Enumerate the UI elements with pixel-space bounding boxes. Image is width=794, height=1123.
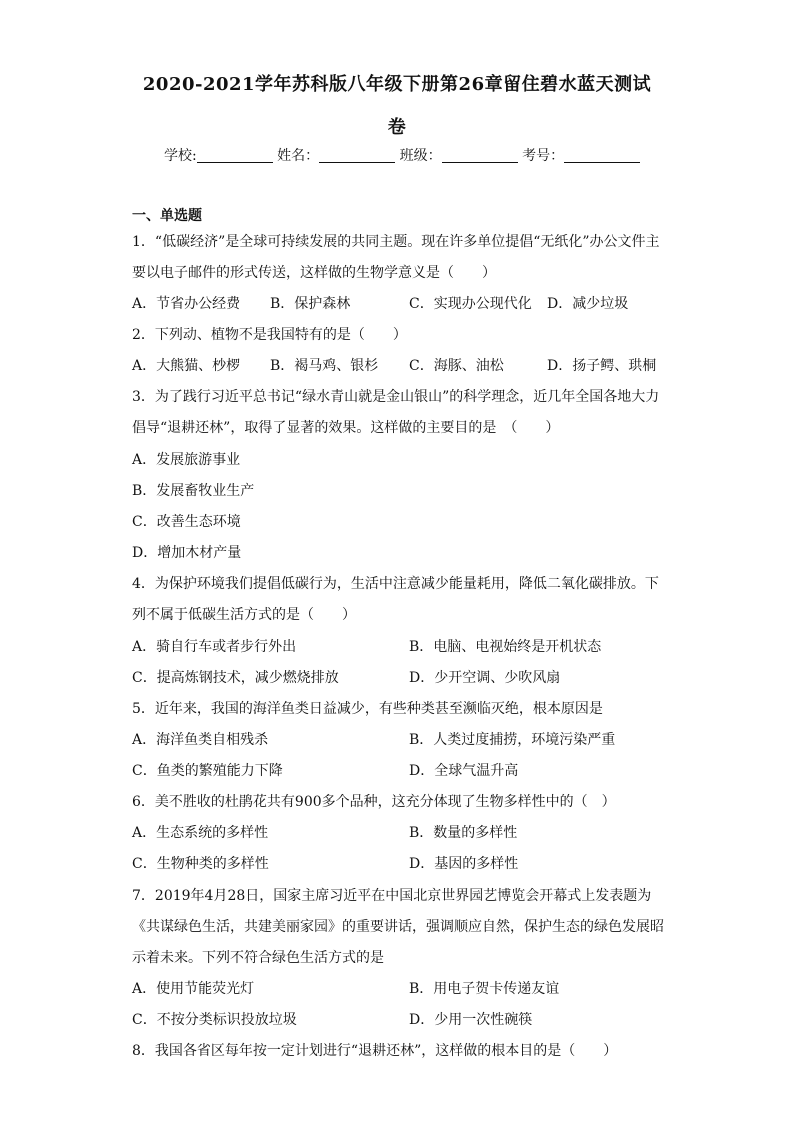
name-blank[interactable] (319, 148, 395, 163)
question-2-option-b[interactable]: B．褐马鸡、银杉 (270, 358, 379, 374)
question-3-option-b[interactable]: B．发展畜牧业生产 (132, 483, 255, 499)
question-4-option-c[interactable]: C．提高炼钢技术，减少燃烧排放 (132, 670, 339, 686)
question-4-option-b[interactable]: B．电脑、电视始终是开机状态 (409, 639, 602, 655)
question-7-option-c[interactable]: C．不按分类标识投放垃圾 (132, 1012, 297, 1028)
section-heading: 一、单选题 (132, 208, 202, 224)
question-1-line-2: 要以电子邮件的形式传送，这样做的生物学意义是（ ） (132, 265, 496, 281)
question-6-option-d[interactable]: D．基因的多样性 (409, 856, 519, 872)
question-7-option-a[interactable]: A．使用节能荧光灯 (132, 981, 255, 997)
page-title-continued: 卷 (387, 117, 407, 138)
question-4-option-a[interactable]: A．骑自行车或者步行外出 (132, 639, 297, 655)
question-7-option-d[interactable]: D．少用一次性碗筷 (409, 1012, 533, 1028)
question-2-option-c[interactable]: C．海豚、油松 (409, 358, 504, 374)
question-3-option-a[interactable]: A．发展旅游事业 (132, 452, 241, 468)
question-4-line-2: 列不属于低碳生活方式的是（ ） (132, 607, 356, 623)
class-blank[interactable] (442, 148, 518, 163)
question-3-line-2: 倡导“退耕还林”，取得了显著的效果。这样做的主要目的是 （ ） (132, 420, 560, 436)
question-5-option-d[interactable]: D．全球气温升高 (409, 763, 519, 779)
question-5-option-c[interactable]: C．鱼类的繁殖能力下降 (132, 763, 283, 779)
question-3-line-1: 3．为了践行习近平总书记“绿水青山就是金山银山”的科学理念，近几年全国各地大力 (132, 389, 660, 405)
question-5-line-1: 5．近年来，我国的海洋鱼类日益减少，有些种类甚至濒临灭绝，根本原因是 (132, 701, 603, 717)
question-1-line-1: 1．“低碳经济”是全球可持续发展的共同主题。现在许多单位提倡“无纸化”办公文件主 (132, 234, 660, 250)
question-1-option-b[interactable]: B．保护森林 (270, 296, 351, 312)
question-2-line-1: 2．下列动、植物不是我国特有的是（ ） (132, 327, 407, 343)
question-5-option-b[interactable]: B．人类过度捕捞，环境污染严重 (409, 732, 616, 748)
question-6-option-b[interactable]: B．数量的多样性 (409, 825, 518, 841)
number-blank[interactable] (564, 148, 640, 163)
question-1-option-c[interactable]: C．实现办公现代化 (409, 296, 532, 312)
question-7-option-b[interactable]: B．用电子贺卡传递友谊 (409, 981, 560, 997)
question-2-option-a[interactable]: A．大熊猫、杪椤 (132, 358, 241, 374)
question-6-option-c[interactable]: C．生物种类的多样性 (132, 856, 269, 872)
question-6-line-1: 6．美不胜收的杜鹃花共有900多个品种，这充分体现了生物多样性中的（ ） (132, 794, 616, 810)
school-label: 学校: (164, 148, 197, 164)
question-7-line-2: 《共谋绿色生活，共建美丽家园》的重要讲话，强调顺应自然，保护生态的绿色发展昭 (132, 919, 664, 935)
question-6-option-a[interactable]: A．生态系统的多样性 (132, 825, 269, 841)
question-3-option-d[interactable]: D．增加木材产量 (132, 545, 242, 561)
question-5-option-a[interactable]: A．海洋鱼类自相残杀 (132, 732, 269, 748)
question-2-option-d[interactable]: D．扬子鳄、珙桐 (547, 358, 657, 374)
school-blank[interactable] (197, 148, 273, 163)
question-3-option-c[interactable]: C．改善生态环境 (132, 514, 241, 530)
question-8-line-1: 8．我国各省区每年按一定计划进行“退耕还林”，这样做的根本目的是（ ） (132, 1043, 618, 1059)
page-title: 2020-2021学年苏科版八年级下册第26章留住碧水蓝天测试 (142, 74, 652, 95)
question-7-line-3: 示着未来。下列不符合绿色生活方式的是 (132, 950, 384, 966)
question-4-option-d[interactable]: D．少开空调、少吹风扇 (409, 670, 561, 686)
class-label: 班级： (399, 148, 442, 164)
question-7-line-1: 7．2019年4月28日，国家主席习近平在中国北京世界园艺博览会开幕式上发表题为 (132, 888, 652, 904)
student-info-row (164, 145, 640, 165)
question-4-line-1: 4．为保护环境我们提倡低碳行为，生活中注意减少能量耗用，降低二氧化碳排放。下 (132, 576, 659, 592)
name-label: 姓名： (277, 148, 320, 164)
number-label: 考号： (522, 148, 565, 164)
question-1-option-d[interactable]: D．减少垃圾 (547, 296, 629, 312)
question-1-option-a[interactable]: A．节省办公经费 (132, 296, 241, 312)
